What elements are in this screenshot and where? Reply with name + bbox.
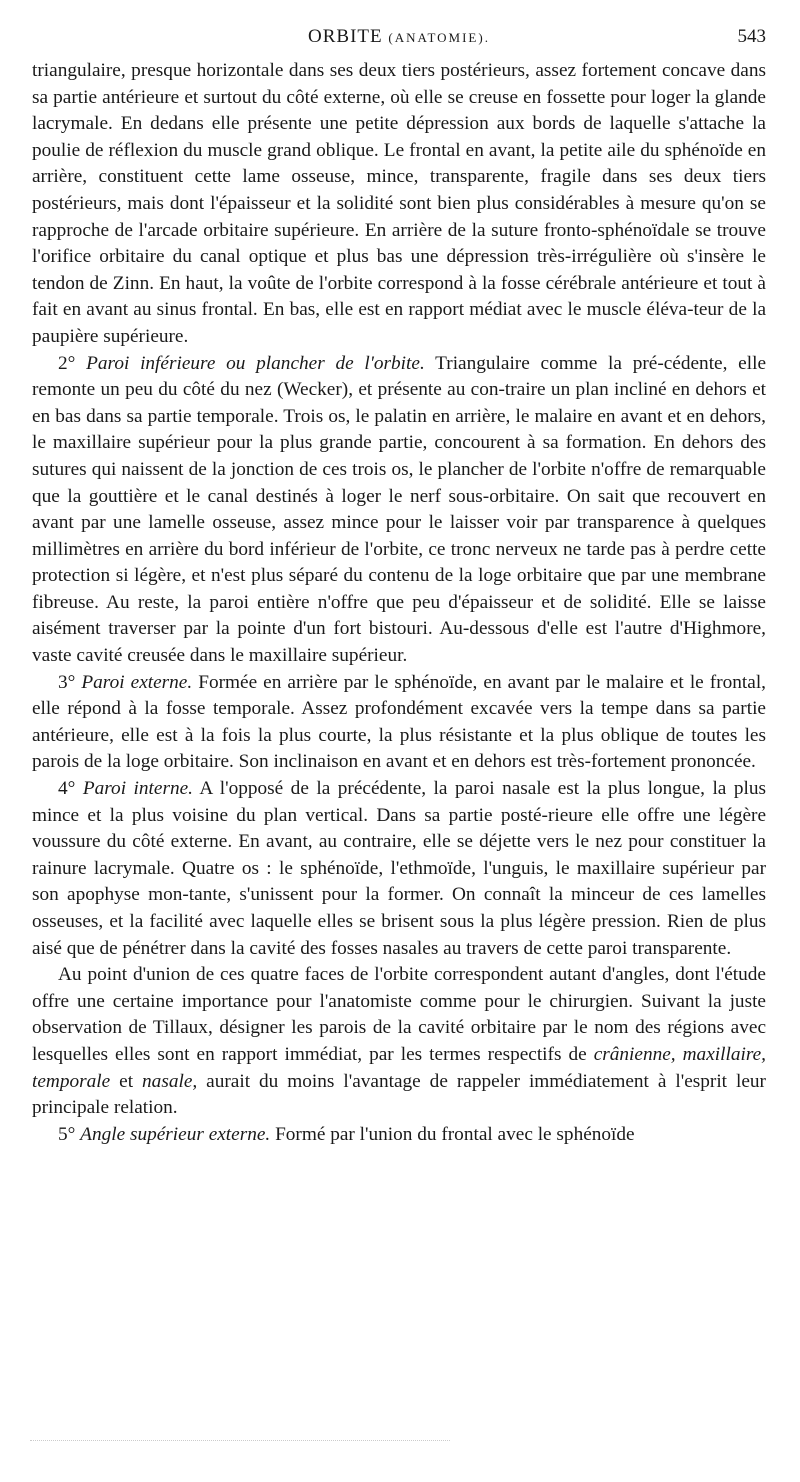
paragraph-text: Triangulaire comme la pré-cédente, elle remonte un peu du côté du nez (Wecker), et présente au con-traire un plan incliné en dehors et en bas dans sa partie temporale. Trois os, le palatin en arrière, le malaire en avant et en dehors, le maxillaire supérieur pour la plus grande partie, concourent à sa formation. En dehors des sutures qui naissent de la jonction de ces trois os, le plancher de l'orbite n'offre de remarquable que la gouttière et le canal destinés à loger le nerf sous-orbitaire. On sait que recouvert en avant par une lamelle osseuse, assez mince pour le laisser voir par transparence à quelques millimètres en arrière du bord inférieur de l'orbite, ce tronc nerveux ne tarde pas à perdre cette protection si légère, et n'est plus séparé du contenu de la loge orbitaire que par une membrane fibreuse. Au reste, la paroi entière n'offre que peu d'épaisseur et de solidité. Elle se laisse aisément traverser par la pointe d'un fort bistouri. Au-dessous d'elle est l'autre d'Highmore, vaste cavité creusée dans le maxillaire supérieur. [32,352,767,667]
paragraph-text: Formé par l'union du frontal avec le sphénoïde [270,1123,635,1145]
paragraph [32,962,766,1122]
running-title [32,26,766,48]
header-title: ORBITE [308,26,383,47]
paragraph-text: 4° [58,778,83,800]
paragraph [32,351,766,670]
paragraph [32,670,766,776]
running-header [32,26,766,52]
italic-heading-text: Paroi interne. [82,778,193,800]
paragraph-text: A l'opposé de la précédente, la paroi nasale est la plus longue, la plus mince et la plus voisine du plan vertical. Dans sa partie posté-rieure elle offre une légère voussure du côté externe. En avant, au contraire, elle se déjette vers le nez pour constituer la rainure lacrymale. Quatre os : le sphénoïde, l'ethmoïde, l'unguis, le maxillaire supérieur par son apophyse mon-tante, s'unissent pour la former. On connaît la minceur de ces lamelles osseuses, et la facilité avec laquelle elles se brisent sous la plus légère pression. Rien de plus aisé que de pénétrer dans la cavité des fosses nasales au travers de cette paroi transparente. [32,778,766,959]
paragraph [32,1122,766,1149]
page-noise [30,1440,450,1447]
italic-heading-text: nasale, [142,1070,198,1092]
body-text [32,58,766,1148]
paragraph-text: 3° [58,671,82,693]
paragraph-text: 2° [58,352,87,374]
italic-heading-text: Angle supérieur externe. [80,1123,271,1145]
italic-heading-text: crânienne, maxillaire, temporale [32,1043,766,1092]
paragraph [32,58,766,351]
paragraph [32,776,766,962]
italic-heading-text: Paroi externe. [81,671,193,693]
paragraph-text: et [110,1070,143,1092]
paragraph-text: triangulaire, presque horizontale dans ses deux tiers postérieurs, assez fortement concave dans sa partie antérieure et surtout du côté externe, où elle se creuse en fossette pour loger la glande lacrymale. En dedans elle présente une petite dépression aux bords de laquelle s'attache la poulie de réflexion du muscle grand oblique. Le frontal en avant, la petite aile du sphénoïde en arrière, constituent cette lame osseuse, mince, transparente, fragile dans ses deux tiers postérieurs, mais dont l'épaisseur et la solidité sont bien plus considérables à mesure qu'on se rapproche de l'arcade orbitaire supérieure. En arrière de la suture fronto-sphénoïdale se trouve l'orifice orbitaire du canal optique et plus bas une dépression très-irrégulière où s'insère le tendon de Zinn. En haut, la voûte de l'orbite correspond à la fosse cérébrale antérieure et tout à fait en avant au sinus frontal. En bas, elle est en rapport médiat avec le muscle éléva-teur de la paupière supérieure. [32,60,766,347]
paragraph-text: Formée en arrière par le sphénoïde, en avant par le malaire et le frontal, elle répond à la fosse temporale. Assez profondément excavée vers la tempe dans sa partie antérieure, elle est à la fois la plus courte, la plus résistante et la plus oblique de toutes les parois de la loge orbitaire. Son inclinaison en avant et en dehors est très-fortement prononcée. [32,671,766,773]
header-subtitle: (ANATOMIE). [388,30,490,45]
page [32,26,766,1148]
italic-heading-text: Paroi inférieure ou plancher de l'orbite. [86,352,425,374]
paragraph-text: 5° [58,1123,81,1145]
page-number: 543 [737,26,766,47]
paragraph-text: aurait du moins l'avantage de rappeler immédiatement à l'esprit leur principale relation. [32,1070,766,1119]
paragraph-text: Au point d'union de ces quatre faces de l'orbite correspondent autant d'angles, dont l'étude offre une certaine importance pour l'anatomiste comme pour le chirurgien. Suivant la juste observation de Tillaux, désigner les parois de la cavité orbitaire par le nom des régions avec lesquelles elles sont en rapport immédiat, par les termes respectifs de [32,964,766,1065]
